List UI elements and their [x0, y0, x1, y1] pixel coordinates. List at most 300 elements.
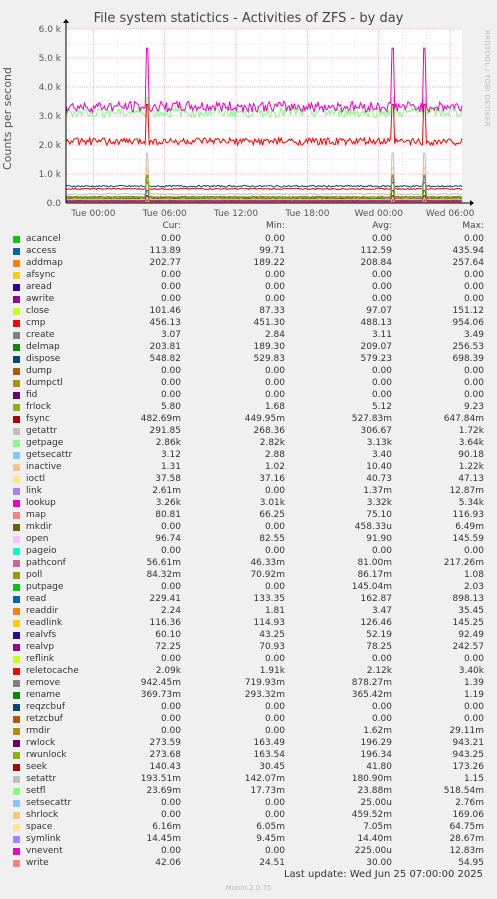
x-tick-label: Tue 18:00	[285, 209, 330, 219]
legend-value-min: 268.36	[253, 426, 285, 436]
legend-series-name: awrite	[26, 294, 55, 304]
legend-swatch	[13, 644, 20, 651]
legend-swatch	[13, 740, 20, 747]
legend-series-name: realvfs	[26, 630, 57, 640]
legend-row	[0, 690, 497, 702]
legend-series-name: create	[26, 330, 55, 340]
legend-value-min: 1.68	[264, 402, 285, 412]
legend-series-name: afsync	[26, 270, 56, 280]
legend-value-cur: 60.10	[155, 630, 181, 640]
legend-value-cur: 203.81	[149, 342, 181, 352]
legend-series-name: setsecattr	[26, 798, 72, 808]
legend-row	[0, 714, 497, 726]
legend-value-avg: 0.00	[371, 546, 392, 556]
legend-value-min: 66.25	[259, 510, 285, 520]
legend-value-avg: 0.00	[371, 390, 392, 400]
legend-value-cur: 140.43	[149, 762, 181, 772]
legend-series-name: fsync	[26, 414, 50, 424]
legend-row	[0, 246, 497, 258]
legend-value-min: 1.91k	[259, 666, 285, 676]
legend-value-min: 6.05m	[256, 822, 285, 832]
legend-row	[0, 498, 497, 510]
legend-value-cur: 0.00	[160, 522, 181, 532]
legend-value-cur: 0.00	[160, 546, 181, 556]
legend-swatch	[13, 452, 20, 459]
legend-row	[0, 630, 497, 642]
legend-row	[0, 834, 497, 846]
header-avg: Avg:	[372, 221, 392, 231]
legend-row	[0, 762, 497, 774]
legend-value-avg: 3.40	[371, 450, 392, 460]
legend-value-avg: 75.10	[366, 510, 392, 520]
legend-row	[0, 510, 497, 522]
legend-value-min: 17.73m	[250, 786, 285, 796]
legend-value-avg: 306.67	[360, 426, 392, 436]
legend-value-cur: 3.26k	[155, 498, 181, 508]
legend-value-avg: 180.90m	[351, 774, 392, 784]
legend-value-cur: 0.00	[160, 702, 181, 712]
legend-series-name: poll	[26, 570, 43, 580]
legend-series-name: inactive	[26, 462, 62, 472]
legend-series-name: acancel	[26, 234, 61, 244]
legend-value-cur: 84.32m	[146, 570, 181, 580]
legend-value-max: 145.25	[452, 618, 484, 628]
legend-row	[0, 414, 497, 426]
legend-value-cur: 56.61m	[146, 558, 181, 568]
legend-value-max: 1.22k	[458, 462, 484, 472]
legend-value-min: 46.33m	[250, 558, 285, 568]
x-tick-label: Tue 06:00	[142, 209, 187, 219]
legend-row	[0, 810, 497, 822]
legend-value-cur: 0.00	[160, 390, 181, 400]
legend-value-avg: 25.00u	[360, 798, 392, 808]
legend-row	[0, 486, 497, 498]
series-line-readlink	[66, 199, 462, 200]
legend-series-name: reflink	[26, 654, 55, 664]
legend-swatch	[13, 320, 20, 327]
legend-swatch	[13, 488, 20, 495]
legend-value-avg: 7.05m	[363, 822, 392, 832]
legend-value-max: 0.00	[463, 234, 484, 244]
legend-series-name: link	[26, 486, 42, 496]
legend-value-max: 943.25	[452, 750, 484, 760]
legend-value-cur: 482.69m	[140, 414, 181, 424]
legend-row	[0, 546, 497, 558]
legend-series-name: dumpctl	[26, 378, 63, 388]
legend-swatch	[13, 692, 20, 699]
legend-series-name: addmap	[26, 258, 63, 268]
legend-value-min: 0.00	[264, 234, 285, 244]
legend-value-min: 87.33	[259, 306, 285, 316]
legend-value-avg: 1.62m	[363, 726, 392, 736]
legend-value-cur: 0.00	[160, 810, 181, 820]
legend-value-cur: 116.36	[149, 618, 181, 628]
legend-swatch	[13, 584, 20, 591]
legend-value-min: 3.01k	[259, 498, 285, 508]
legend-value-cur: 456.13	[149, 318, 181, 328]
legend-swatch	[13, 464, 20, 471]
y-tick-label: 2.0 k	[38, 141, 61, 151]
legend-value-avg: 3.11	[371, 330, 392, 340]
legend-value-min: 0.00	[264, 546, 285, 556]
legend-value-max: 1.15	[463, 774, 484, 784]
header-cur: Cur:	[162, 221, 181, 231]
legend-row	[0, 234, 497, 246]
legend-value-max: 12.87m	[449, 486, 484, 496]
line-chart	[0, 0, 497, 219]
last-update: Last update: Wed Jun 25 07:00:00 2025	[283, 869, 483, 880]
legend-value-max: 173.26	[452, 762, 484, 772]
legend-swatch	[13, 416, 20, 423]
legend-value-cur: 1.31	[160, 462, 181, 472]
legend-swatch	[13, 680, 20, 687]
legend-value-cur: 72.25	[155, 642, 181, 652]
legend-swatch	[13, 548, 20, 555]
legend-value-max: 0.00	[463, 270, 484, 280]
legend-row	[0, 618, 497, 630]
legend-value-avg: 3.47	[371, 606, 392, 616]
legend-row	[0, 258, 497, 270]
legend-swatch	[13, 344, 20, 351]
legend-value-avg: 78.25	[366, 642, 392, 652]
legend-value-max: 242.57	[452, 642, 484, 652]
legend-value-cur: 0.00	[160, 366, 181, 376]
legend-series-name: symlink	[26, 834, 61, 844]
legend-series-name: write	[26, 858, 49, 868]
legend-value-avg: 365.42m	[351, 690, 392, 700]
legend-value-max: 0.00	[463, 390, 484, 400]
legend-row	[0, 594, 497, 606]
legend-value-cur: 0.00	[160, 798, 181, 808]
legend-value-avg: 52.19	[366, 630, 392, 640]
legend-value-avg: 225.00u	[354, 846, 392, 856]
legend-value-cur: 96.74	[155, 534, 181, 544]
legend-value-min: 37.16	[259, 474, 285, 484]
legend-row	[0, 522, 497, 534]
legend-value-max: 3.40k	[458, 666, 484, 676]
legend-value-max: 2.03	[463, 582, 484, 592]
legend-value-cur: 0.00	[160, 378, 181, 388]
legend-series-name: putpage	[26, 582, 64, 592]
legend-value-avg: 14.40m	[357, 834, 392, 844]
legend-value-cur: 548.82	[149, 354, 181, 364]
legend-swatch	[13, 380, 20, 387]
legend-value-max: 92.49	[458, 630, 484, 640]
legend-value-max: 12.83m	[449, 846, 484, 856]
legend-value-max: 0.00	[463, 294, 484, 304]
legend-row	[0, 462, 497, 474]
legend-series-name: dispose	[26, 354, 61, 364]
legend-row	[0, 558, 497, 570]
legend-value-max: 3.64k	[458, 438, 484, 448]
y-tick-label: 5.0 k	[38, 54, 61, 64]
legend-series-name: aread	[26, 282, 52, 292]
legend-series-name: rename	[26, 690, 61, 700]
legend-value-min: 70.92m	[250, 570, 285, 580]
legend-row	[0, 366, 497, 378]
legend-series-name: map	[26, 510, 46, 520]
legend-value-max: 47.13	[458, 474, 484, 484]
legend-value-avg: 0.00	[371, 366, 392, 376]
legend-value-min: 0.00	[264, 798, 285, 808]
legend-swatch	[13, 476, 20, 483]
legend-swatch	[13, 308, 20, 315]
legend-value-avg: 2.12k	[366, 666, 392, 676]
legend-value-cur: 193.51m	[140, 774, 181, 784]
legend-value-max: 435.94	[452, 246, 484, 256]
y-tick-label: 1.0 k	[38, 170, 61, 180]
legend-value-min: 0.00	[264, 654, 285, 664]
legend-series-name: rwunlock	[26, 750, 67, 760]
legend-value-cur: 0.00	[160, 654, 181, 664]
legend-swatch	[13, 728, 20, 735]
legend-series-name: shrlock	[26, 810, 59, 820]
legend-value-cur: 0.00	[160, 582, 181, 592]
legend-value-avg: 579.23	[360, 354, 392, 364]
legend-row	[0, 582, 497, 594]
legend-series-name: delmap	[26, 342, 60, 352]
legend-swatch	[13, 356, 20, 363]
legend-value-max: 0.00	[463, 366, 484, 376]
legend-value-cur: 3.12	[160, 450, 181, 460]
legend-swatch	[13, 512, 20, 519]
legend-series-name: read	[26, 594, 47, 604]
legend-value-avg: 0.00	[371, 654, 392, 664]
legend-value-min: 0.00	[264, 582, 285, 592]
legend-value-max: 1.72k	[458, 426, 484, 436]
legend-value-avg: 91.90	[366, 534, 392, 544]
legend-swatch	[13, 848, 20, 855]
legend-value-min: 0.00	[264, 810, 285, 820]
legend-value-min: 0.00	[264, 282, 285, 292]
header-min: Min:	[265, 221, 285, 231]
legend-value-avg: 3.13k	[366, 438, 392, 448]
legend-value-min: 719.93m	[244, 678, 285, 688]
legend-value-min: 142.07m	[244, 774, 285, 784]
y-tick-label: 4.0 k	[38, 83, 61, 93]
legend-value-max: 898.13	[452, 594, 484, 604]
legend-value-max: 0.00	[463, 714, 484, 724]
legend-row	[0, 666, 497, 678]
legend-series-name: close	[26, 306, 50, 316]
legend-value-cur: 202.77	[149, 258, 181, 268]
legend-value-cur: 0.00	[160, 282, 181, 292]
legend-series-name: cmp	[26, 318, 46, 328]
legend-row	[0, 678, 497, 690]
legend-value-max: 257.64	[452, 258, 484, 268]
legend-value-min: 529.83	[253, 354, 285, 364]
legend-value-cur: 369.73m	[140, 690, 181, 700]
legend-value-cur: 229.41	[149, 594, 181, 604]
legend-value-min: 189.22	[253, 258, 285, 268]
legend-value-avg: 10.40	[366, 462, 392, 472]
header-max: Max:	[462, 221, 484, 231]
legend-value-min: 0.00	[264, 486, 285, 496]
legend-row	[0, 786, 497, 798]
legend-swatch	[13, 824, 20, 831]
legend-series-name: fid	[26, 390, 38, 400]
legend-row	[0, 282, 497, 294]
legend-series-name: dump	[26, 366, 52, 376]
legend-row	[0, 846, 497, 858]
chart-title: File system statictics - Activities of ZFS - by day	[93, 11, 404, 26]
legend-value-avg: 196.29	[360, 738, 392, 748]
legend-row	[0, 726, 497, 738]
legend-series-name: vnevent	[26, 846, 63, 856]
legend-series-name: setattr	[26, 774, 57, 784]
legend-swatch	[13, 836, 20, 843]
legend-value-max: 151.12	[452, 306, 484, 316]
legend-series-name: getpage	[26, 438, 64, 448]
legend-row	[0, 570, 497, 582]
legend-value-max: 217.26m	[443, 558, 484, 568]
legend-series-name: readlink	[26, 618, 63, 628]
legend-value-min: 0.00	[264, 714, 285, 724]
legend-value-max: 169.06	[452, 810, 484, 820]
legend-row	[0, 318, 497, 330]
legend-value-avg: 23.88m	[357, 786, 392, 796]
legend-swatch	[13, 272, 20, 279]
legend-series-name: ioctl	[26, 474, 45, 484]
legend-value-min: 449.95m	[244, 414, 285, 424]
legend-series-name: pageio	[26, 546, 57, 556]
legend-series-name: remove	[26, 678, 61, 688]
legend-swatch	[13, 404, 20, 411]
legend-value-avg: 5.12	[371, 402, 392, 412]
legend-value-max: 647.84m	[443, 414, 484, 424]
legend-series-name: reletocache	[26, 666, 79, 676]
legend-value-max: 0.00	[463, 546, 484, 556]
legend-value-avg: 878.27m	[351, 678, 392, 688]
legend-value-min: 1.81	[264, 606, 285, 616]
legend-series-name: rmdir	[26, 726, 51, 736]
legend-value-cur: 2.61m	[152, 486, 181, 496]
legend-swatch	[13, 596, 20, 603]
legend-swatch	[13, 656, 20, 663]
legend-value-avg: 86.17m	[357, 570, 392, 580]
legend-value-avg: 0.00	[371, 702, 392, 712]
legend-value-avg: 81.00m	[357, 558, 392, 568]
x-tick-label: Wed 06:00	[425, 209, 475, 219]
legend-value-cur: 2.09k	[155, 666, 181, 676]
legend-value-cur: 101.46	[149, 306, 181, 316]
legend-swatch	[13, 608, 20, 615]
legend-swatch	[13, 704, 20, 711]
legend-series-name: getsecattr	[26, 450, 73, 460]
legend-value-min: 30.45	[259, 762, 285, 772]
legend-series-name: readdir	[26, 606, 59, 616]
legend-value-max: 9.23	[463, 402, 484, 412]
legend-value-cur: 0.00	[160, 846, 181, 856]
x-tick-label: Wed 00:00	[354, 209, 403, 219]
legend-value-max: 0.00	[463, 654, 484, 664]
legend-row	[0, 654, 497, 666]
legend-value-min: 0.00	[264, 846, 285, 856]
legend-row	[0, 354, 497, 366]
legend-value-max: 35.45	[458, 606, 484, 616]
legend-series-name: frlock	[26, 402, 52, 412]
legend-series-name: access	[26, 246, 57, 256]
legend-series-name: mkdir	[26, 522, 52, 532]
legend-value-cur: 3.07	[160, 330, 181, 340]
y-tick-label: 3.0 k	[38, 112, 61, 122]
legend-value-cur: 5.80	[160, 402, 181, 412]
legend-value-avg: 41.80	[366, 762, 392, 772]
legend-value-avg: 0.00	[371, 714, 392, 724]
y-tick-label: 0.0	[46, 199, 61, 209]
legend-value-cur: 0.00	[160, 294, 181, 304]
legend-value-min: 163.49	[253, 738, 285, 748]
legend-value-avg: 112.59	[360, 246, 392, 256]
legend-row	[0, 402, 497, 414]
legend-value-avg: 3.32k	[366, 498, 392, 508]
legend-row	[0, 474, 497, 486]
legend-series-name: setfl	[26, 786, 46, 796]
legend-value-max: 0.00	[463, 282, 484, 292]
legend-value-max: 6.49m	[455, 522, 484, 532]
legend-value-avg: 145.04m	[351, 582, 392, 592]
legend-value-cur: 2.86k	[155, 438, 181, 448]
legend-swatch	[13, 632, 20, 639]
legend-value-max: 2.76m	[455, 798, 484, 808]
legend-value-min: 0.00	[264, 726, 285, 736]
legend-value-avg: 209.07	[360, 342, 392, 352]
legend-value-avg: 488.13	[360, 318, 392, 328]
legend-swatch	[13, 440, 20, 447]
legend-value-min: 99.71	[259, 246, 285, 256]
legend-value-min: 114.93	[253, 618, 285, 628]
legend-row	[0, 342, 497, 354]
legend-value-cur: 942.45m	[140, 678, 181, 688]
legend-value-max: 90.18	[458, 450, 484, 460]
legend-value-min: 0.00	[264, 294, 285, 304]
legend-value-avg: 0.00	[371, 234, 392, 244]
y-axis-arrow	[63, 19, 69, 23]
legend-value-max: 1.08	[463, 570, 484, 580]
legend-value-max: 29.11m	[449, 726, 484, 736]
legend-value-avg: 97.07	[366, 306, 392, 316]
legend-row	[0, 774, 497, 786]
legend-value-avg: 0.00	[371, 270, 392, 280]
legend-value-min: 0.00	[264, 702, 285, 712]
legend-row	[0, 390, 497, 402]
legend-series-name: realvp	[26, 642, 55, 652]
legend-value-max: 518.54m	[443, 786, 484, 796]
legend-row	[0, 606, 497, 618]
y-tick-label: 6.0 k	[38, 25, 61, 35]
legend-swatch	[13, 812, 20, 819]
legend-series-name: space	[26, 822, 53, 832]
legend-value-min: 2.84	[264, 330, 285, 340]
legend-value-cur: 273.59	[149, 738, 181, 748]
legend-swatch	[13, 524, 20, 531]
legend-row	[0, 330, 497, 342]
x-axis-arrow	[470, 200, 474, 206]
legend-value-cur: 2.24	[160, 606, 181, 616]
legend-row	[0, 798, 497, 810]
legend-value-cur: 37.58	[155, 474, 181, 484]
legend-row	[0, 450, 497, 462]
legend-value-min: 82.55	[259, 534, 285, 544]
legend-value-min: 43.25	[259, 630, 285, 640]
legend-swatch	[13, 752, 20, 759]
legend-value-avg: 458.33u	[354, 522, 392, 532]
legend-value-avg: 0.00	[371, 294, 392, 304]
legend-value-min: 189.30	[253, 342, 285, 352]
legend-series-name: pathconf	[26, 558, 66, 568]
legend-swatch	[13, 620, 20, 627]
legend-swatch	[13, 668, 20, 675]
